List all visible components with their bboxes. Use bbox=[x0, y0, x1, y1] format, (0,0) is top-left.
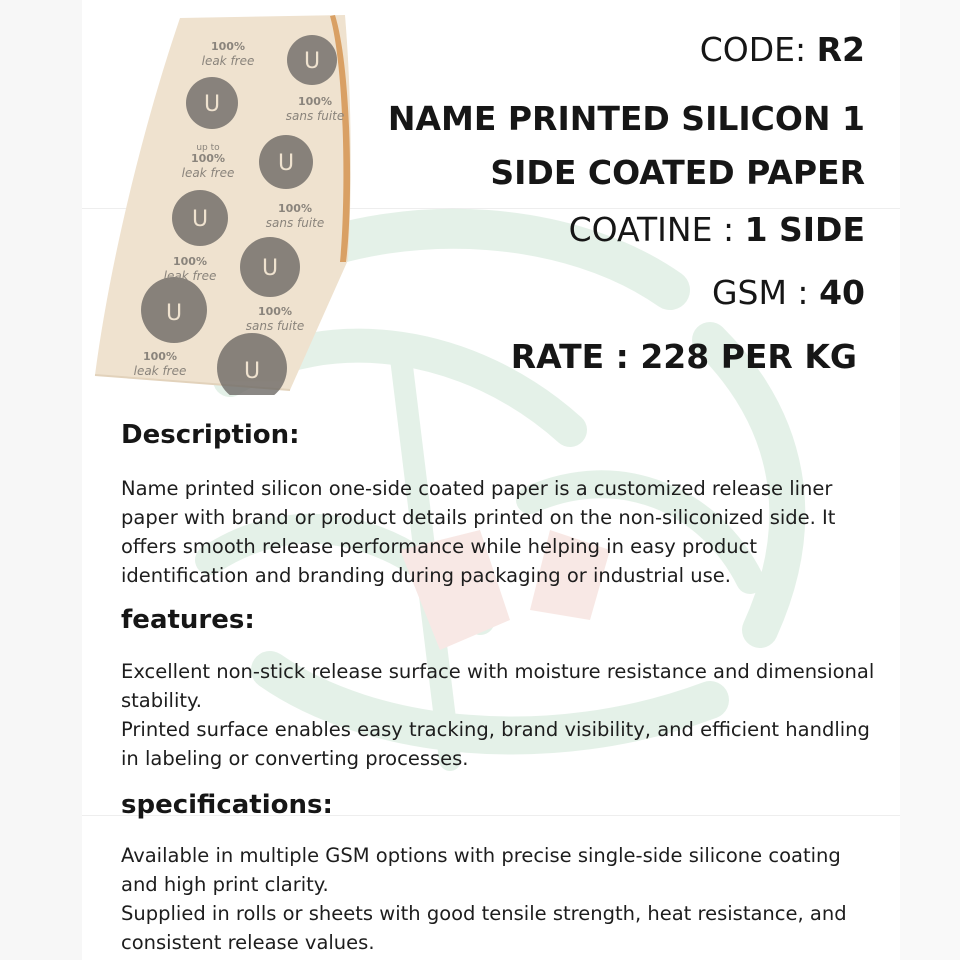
coating-spec: COATINE : 1 SIDE bbox=[568, 210, 865, 249]
product-title: NAME PRINTED SILICON 1 SIDE COATED PAPER bbox=[387, 99, 865, 192]
description-heading: Description: bbox=[121, 420, 300, 450]
svg-text:leak free: leak free bbox=[181, 166, 235, 180]
left-margin-band bbox=[0, 0, 82, 960]
features-list bbox=[121, 657, 881, 773]
description-paragraph: Name printed silicon one-side coated paper is a customized release liner paper with brand or product details printed on the non-siliconized side. It offers smooth release performance while helping in easy product identification and branding during packaging or industrial use. bbox=[121, 477, 836, 587]
svg-text:sans fuite: sans fuite bbox=[285, 109, 345, 123]
svg-text:leak free: leak free bbox=[163, 269, 217, 283]
svg-text:sans fuite: sans fuite bbox=[265, 216, 325, 230]
svg-text:leak free: leak free bbox=[133, 364, 187, 378]
svg-text:100%: 100% bbox=[298, 95, 332, 108]
svg-text:U: U bbox=[261, 256, 279, 281]
right-margin-band bbox=[900, 0, 960, 960]
svg-text:100%: 100% bbox=[143, 350, 177, 363]
svg-text:U: U bbox=[191, 207, 209, 232]
svg-text:up to: up to bbox=[196, 143, 220, 153]
feature-item: Printed surface enables easy tracking, brand visibility, and efficient handling in labeling or converting processes. bbox=[121, 718, 870, 770]
feature-item: Excellent non-stick release surface with moisture resistance and dimensional stability. bbox=[121, 660, 875, 712]
svg-text:U: U bbox=[165, 301, 183, 326]
paper-roll-image bbox=[90, 10, 365, 395]
gsm-spec: GSM : 40 bbox=[711, 273, 865, 312]
svg-text:100%: 100% bbox=[173, 255, 207, 268]
svg-text:U: U bbox=[203, 92, 221, 117]
svg-text:100%: 100% bbox=[258, 305, 292, 318]
description-text bbox=[121, 474, 881, 590]
specifications-heading: specifications: bbox=[121, 790, 333, 820]
svg-text:100%: 100% bbox=[191, 152, 225, 165]
rate-spec: RATE : 228 PER KG bbox=[510, 337, 857, 376]
svg-text:sans fuite: sans fuite bbox=[245, 319, 305, 333]
svg-text:100%: 100% bbox=[278, 202, 312, 215]
svg-text:100%: 100% bbox=[211, 40, 245, 53]
features-heading: features: bbox=[121, 605, 255, 635]
specifications-list bbox=[121, 841, 881, 957]
svg-text:U: U bbox=[303, 49, 321, 74]
specification-item: Supplied in rolls or sheets with good tensile strength, heat resistance, and consistent release values. bbox=[121, 902, 847, 954]
svg-text:U: U bbox=[277, 151, 295, 176]
svg-text:leak free: leak free bbox=[201, 54, 255, 68]
product-code: CODE: R2 bbox=[699, 30, 865, 69]
svg-text:U: U bbox=[243, 359, 261, 384]
specification-item: Available in multiple GSM options with precise single-side silicone coating and high print clarity. bbox=[121, 844, 841, 896]
